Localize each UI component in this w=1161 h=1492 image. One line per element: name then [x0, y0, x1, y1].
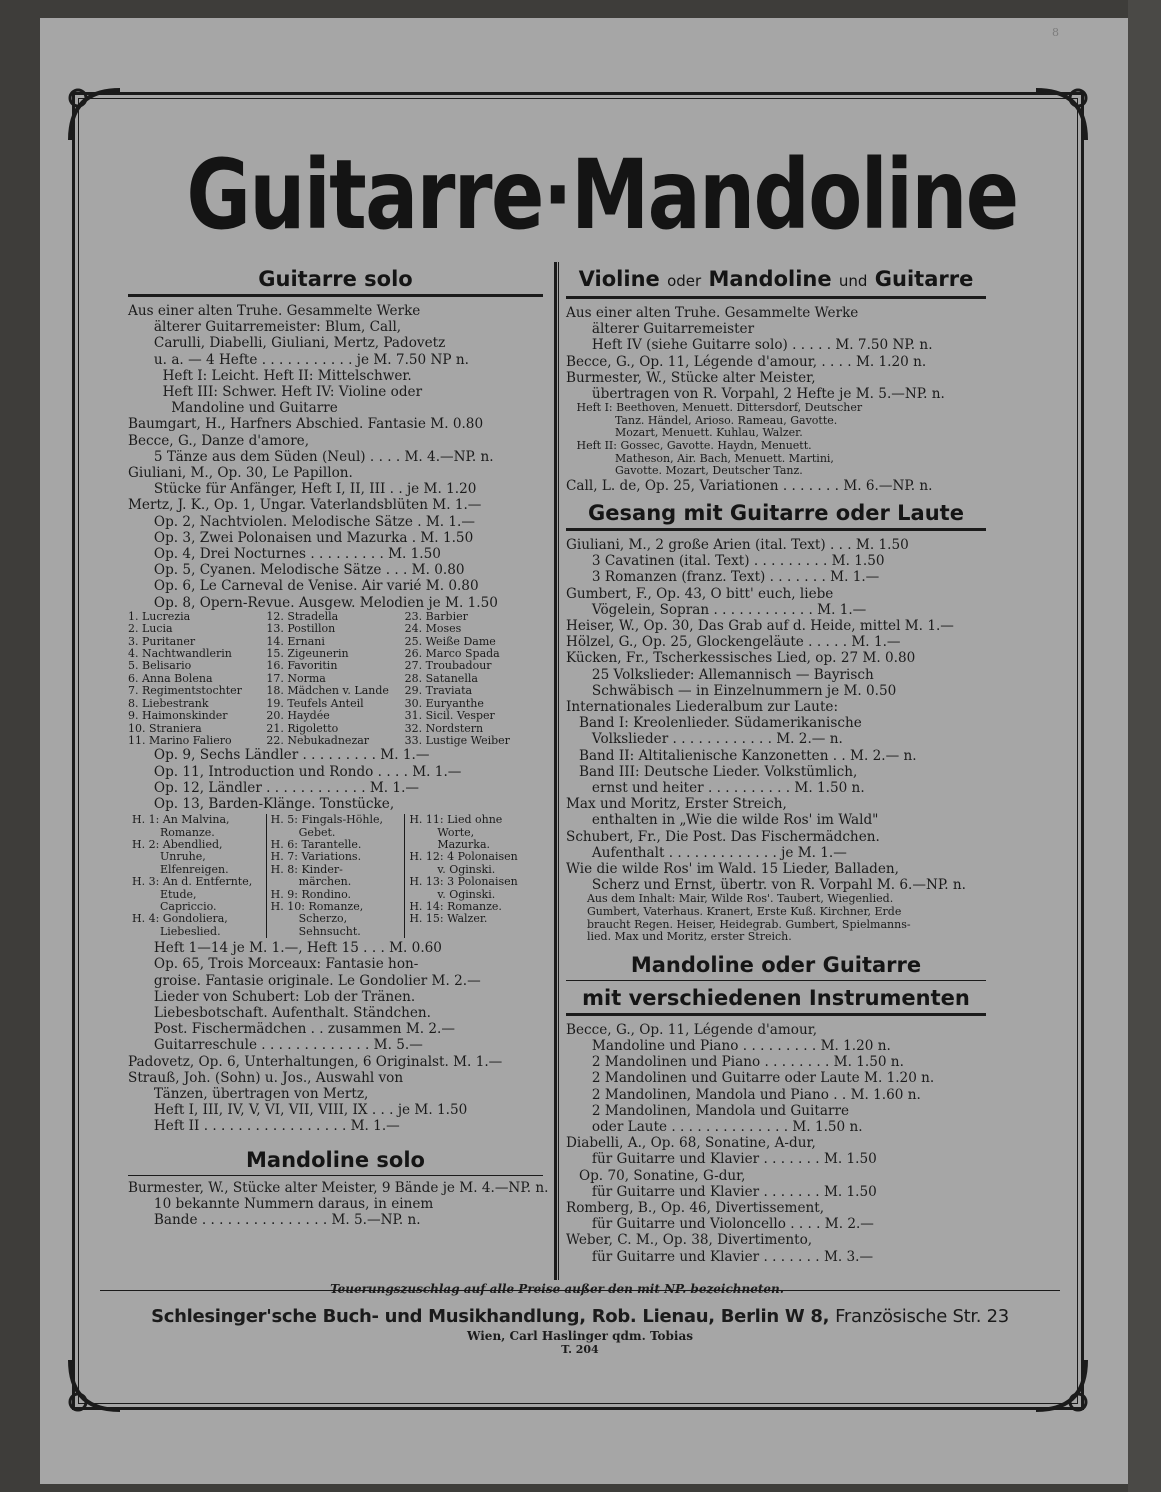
list-item: Internationales Liederalbum zur Laute: [566, 699, 839, 716]
corner-ornament-bottom-right [1026, 1350, 1096, 1420]
corner-ornament-top-right [1026, 80, 1096, 150]
list-item: braucht Regen. Heiser, Heidegrab. Gumbert, Spielmanns- [566, 917, 911, 931]
list-item: Carulli, Diabelli, Giuliani, Mertz, Padovetz [128, 335, 446, 352]
gesang-contents [566, 893, 986, 943]
list-item: älterer Guitarremeister: Blum, Call, [128, 319, 402, 336]
surcharge-note: Teuerungszuschlag auf alle Preise außer den mit NP. bezeichneten. [330, 1282, 784, 1296]
list-item: Padovetz, Op. 6, Unterhaltungen, 6 Originalst. M. 1.— [128, 1053, 503, 1070]
list-item: Giuliani, M., 2 große Arien (ital. Text) . . . M. 1.50 [566, 536, 909, 553]
gesang-list [566, 537, 986, 893]
list-item: für Guitarre und Klavier . . . . . . . M. 1.50 [566, 1183, 877, 1200]
list-item: Aufenthalt . . . . . . . . . . . . . je M. 1.— [566, 844, 847, 861]
heading-word-violine: Violine [578, 267, 660, 291]
footer-rule [100, 1290, 1060, 1291]
heading-word-und: und [838, 272, 868, 290]
list-item: Becce, G., Op. 11, Légende d'amour, [566, 1021, 818, 1038]
list-item: Heft I: Leicht. Heft II: Mittelschwer. [128, 367, 412, 384]
right-column [566, 262, 986, 1265]
list-item: Post. Fischermädchen . . zusammen M. 2.— [128, 1021, 455, 1038]
list-item: Heft 1—14 je M. 1.—, Heft 15 . . . M. 0.60 [128, 940, 442, 957]
list-item: Becce, G., Danze d'amore, [128, 432, 310, 449]
list-item: Op. 13, Barden-Klänge. Tonstücke, [128, 795, 395, 812]
section-heading-guitarre-solo: Guitarre solo [128, 266, 543, 297]
section-heading-violine [566, 266, 986, 299]
corner-ornament-top-left [60, 80, 130, 150]
violine-list [566, 305, 986, 402]
list-item: Burmester, W., Stücke alter Meister, 9 Bände je M. 4.—NP. n. [128, 1179, 549, 1196]
list-item: Liebesbotschaft. Aufenthalt. Ständchen. [128, 1005, 432, 1022]
list-item: Op. 70, Sonatine, G-dur, [566, 1167, 746, 1184]
list-item: ernst und heiter . . . . . . . . . . M. 1.50 n. [566, 780, 865, 797]
list-item: Heiser, W., Op. 30, Das Grab auf d. Heide, mittel M. 1.— [566, 618, 954, 634]
list-item: Burmester, W., Stücke alter Meister, [566, 369, 816, 386]
column-divider [554, 262, 557, 1280]
list-item: Op. 9, Sechs Ländler . . . . . . . . . M. 1.— [128, 747, 430, 764]
violine-contents [566, 402, 986, 478]
book-spine [1128, 0, 1161, 1492]
list-item: für Guitarre und Violoncello . . . . M. 2.— [566, 1216, 874, 1233]
list-item: Heft I: Beethoven, Menuett. Dittersdorf, Deutscher [566, 401, 863, 415]
list-item: Guitarreschule . . . . . . . . . . . . . M. 5.— [128, 1037, 423, 1054]
list-item: 2 Mandolinen und Piano . . . . . . . . M. 1.50 n. [566, 1054, 904, 1071]
list-item: u. a. — 4 Hefte . . . . . . . . . . . je M. 7.50 NP n. [128, 351, 469, 368]
publisher-line [100, 1306, 1060, 1327]
list-item: Stücke für Anfänger, Heft I, II, III . . je M. 1.20 [128, 481, 477, 498]
section-heading-gesang: Gesang mit Guitarre oder Laute [566, 500, 986, 531]
list-item: Heft IV (siehe Guitarre solo) . . . . . M. 7.50 NP. n. [566, 337, 933, 354]
list-item: Op. 4, Drei Nocturnes . . . . . . . . . M. 1.50 [128, 546, 441, 563]
corner-ornament-bottom-left [60, 1350, 130, 1420]
section-subheading-instrumente: mit verschiedenen Instrumenten [566, 985, 986, 1016]
list-item: Op. 2, Nachtviolen. Melodische Sätze . M. 1.— [128, 513, 475, 530]
list-item: Heft II: Gossec, Gavotte. Haydn, Menuett. [566, 439, 812, 452]
list-item: Heft II . . . . . . . . . . . . . . . . . M. 1.— [128, 1118, 400, 1135]
wien-line: Wien, Carl Haslinger qdm. Tobias [466, 1329, 694, 1343]
list-item: Gumbert, F., Op. 43, O bitt' euch, liebe [566, 585, 834, 602]
list-item: oder Laute . . . . . . . . . . . . . . M. 1.50 n. [566, 1119, 863, 1136]
catalog-code: T. 204 [561, 1343, 599, 1356]
list-item: Heft I, III, IV, V, VI, VII, VIII, IX . . . je M. 1.50 [128, 1102, 468, 1119]
list-item: Weber, C. M., Op. 38, Divertimento, [566, 1232, 813, 1249]
list-item: für Guitarre und Klavier . . . . . . . M. 1.50 [566, 1151, 877, 1168]
section-heading-mandoline-guitarre: Mandoline oder Guitarre [630, 952, 922, 977]
list-item: Tänzen, übertragen von Mertz, [128, 1086, 369, 1103]
list-item: Giuliani, M., Op. 30, Le Papillon. [128, 465, 353, 482]
section-rule [128, 1175, 543, 1176]
list-item: Volkslieder . . . . . . . . . . . . M. 2.— n. [566, 731, 843, 748]
list-item: 2 Mandolinen und Guitarre oder Laute M. 1.20 n. [566, 1070, 935, 1087]
list-item: Strauß, Joh. (Sohn) u. Jos., Auswahl von [128, 1069, 404, 1086]
heft-col-1: H. 1: An Malvina, Romanze. H. 2: Abendlied, Unruhe, Elfenreigen. H. 3: An d. Entfernte, Etude, Capriccio. H. 4: Gondoliera, Liebeslied. [128, 814, 267, 938]
list-item: Gavotte. Mozart, Deutscher Tanz. [566, 464, 803, 478]
list-item: Matheson, Air. Bach, Menuett. Martini, [566, 451, 834, 465]
list-item: Bande . . . . . . . . . . . . . . . M. 5.—NP. n. [128, 1212, 421, 1229]
heft-col-3: H. 11: Lied ohne Worte, Mazurka. H. 12: 4 Polonaisen v. Oginski. H. 13: 3 Polonaisen v. Oginski. H. 14: Romanze. H. 15: Walzer. [409, 813, 518, 926]
list-item: für Guitarre und Klavier . . . . . . . M. 3.— [566, 1248, 874, 1265]
list-item: Mozart, Menuett. Kuhlau, Walzer. [566, 426, 803, 440]
list-item: Band III: Deutsche Lieder. Volkstümlich, [566, 763, 858, 780]
list-item: 5 Tänze aus dem Süden (Neul) . . . . M. 4.—NP. n. [128, 448, 494, 465]
list-item: Diabelli, A., Op. 68, Sonatine, A-dur, [566, 1135, 816, 1152]
list-item: Becce, G., Op. 11, Légende d'amour, . . . . M. 1.20 n. [566, 353, 927, 370]
list-item: Scherz und Ernst, übertr. von R. Vorpahl M. 6.—NP. n. [566, 877, 966, 894]
list-item: 2 Mandolinen, Mandola und Piano . . M. 1.60 n. [566, 1086, 921, 1103]
list-item: Aus dem Inhalt: Mair, Wilde Ros'. Taubert, Wiegenlied. [566, 892, 894, 906]
section-heading-mandoline-solo: Mandoline solo [246, 1147, 425, 1172]
opera-col-2: 12. Stradella 13. Postillon 14. Ernani 15. Zigeunerin 16. Favoritin 17. Norma 18. Mädchen v. Lande 19. Teufels Anteil 20. Haydée 21. Rigoletto 22. Nebukadnezar [266, 609, 389, 747]
left-column [128, 262, 549, 1229]
heft-list [128, 814, 543, 938]
heading-word-guitarre: Guitarre [874, 267, 974, 291]
list-item: Op. 11, Introduction und Rondo . . . . M. 1.— [128, 763, 462, 780]
list-item: Aus einer alten Truhe. Gesammelte Werke [128, 303, 421, 319]
list-item: Heft III: Schwer. Heft IV: Violine oder [128, 384, 423, 401]
opera-col-1: 1. Lucrezia 2. Lucia 3. Puritaner 4. Nachtwandlerin 5. Belisario 6. Anna Bolena 7. Regimentstochter 8. Liebestrank 9. Haimonskinder 10. Straniera 11. Marino Faliero [128, 609, 242, 747]
list-item: Band II: Altitalienische Kanzonetten . . M. 2.— n. [566, 747, 917, 764]
list-item: Max und Moritz, Erster Streich, [566, 796, 787, 813]
heading-word-oder: oder [667, 272, 702, 290]
list-item: übertragen von R. Vorpahl, 2 Hefte je M. 5.—NP. n. [566, 386, 945, 403]
publisher-address: Französische Str. 23 [835, 1306, 1009, 1327]
list-item: 3 Romanzen (franz. Text) . . . . . . . M. 1.— [566, 569, 880, 586]
list-item: Baumgart, H., Harfners Abschied. Fantasie M. 0.80 [128, 416, 484, 433]
list-item: Op. 6, Le Carneval de Venise. Air varié M. 0.80 [128, 578, 479, 595]
list-item: Romberg, B., Op. 46, Divertissement, [566, 1200, 825, 1217]
opera-list [128, 611, 543, 747]
list-item: Op. 5, Cyanen. Melodische Sätze . . . M. 0.80 [128, 562, 465, 579]
footer [100, 1306, 1060, 1356]
list-item: Schubert, Fr., Die Post. Das Fischermädchen. [566, 828, 880, 845]
list-item: Aus einer alten Truhe. Gesammelte Werke [566, 305, 859, 321]
heading-word-mandoline: Mandoline [708, 267, 832, 291]
list-item: lied. Max und Moritz, erster Streich. [566, 930, 792, 944]
list-item: Hölzel, G., Op. 25, Glockengeläute . . . . . M. 1.— [566, 634, 901, 651]
list-item: Lieder von Schubert: Lob der Tränen. [128, 988, 416, 1005]
list-item: älterer Guitarremeister [566, 321, 755, 338]
list-item: Op. 12, Ländler . . . . . . . . . . . . M. 1.— [128, 779, 419, 796]
list-item: Op. 65, Trois Morceaux: Fantasie hon- [128, 956, 419, 973]
list-item: Op. 3, Zwei Polonaisen und Mazurka . M. 1.50 [128, 529, 474, 546]
list-item: enthalten in „Wie die wilde Ros' im Wald" [566, 812, 879, 829]
mandoline-solo-list [128, 1179, 549, 1229]
heft-col-2: H. 5: Fingals-Höhle, Gebet. H. 6: Tarantelle. H. 7: Variations. H. 8: Kinder- märchen. H. 9: Rondino. H. 10: Romanze, Scherzo, Sehnsucht. [267, 814, 406, 938]
opera-col-3: 23. Barbier 24. Moses 25. Weiße Dame 26. Marco Spada 27. Troubadour 28. Satanella 29. Traviata 30. Euryanthe 31. Sicil. Vesper 32. Nordstern 33. Lustige Weiber [404, 609, 510, 747]
guitarre-solo-list-3 [128, 940, 543, 1134]
mandoline-guitarre-list [566, 1022, 986, 1265]
list-item: Kücken, Fr., Tscherkessisches Lied, op. 27 M. 0.80 [566, 650, 916, 667]
list-item: 3 Cavatinen (ital. Text) . . . . . . . . . M. 1.50 [566, 553, 885, 570]
guitarre-solo-list-2 [128, 747, 543, 812]
list-item: Schwäbisch — in Einzelnummern je M. 0.50 [566, 682, 897, 699]
list-item: groise. Fantasie originale. Le Gondolier M. 2.— [128, 972, 481, 989]
list-item: Vögelein, Sopran . . . . . . . . . . . . M. 1.— [566, 601, 867, 618]
list-item: Gumbert, Vaterhaus. Kranert, Erste Kuß. Kirchner, Erde [566, 905, 902, 919]
column-divider-thin [558, 262, 559, 1280]
list-item: Op. 8, Opern-Revue. Ausgew. Melodien je M. 1.50 [128, 594, 498, 611]
section-rule [566, 980, 986, 981]
publisher-name: Schlesinger'sche Buch- und Musikhandlung, Rob. Lienau, Berlin W 8, [151, 1306, 830, 1327]
page-title: Guitarre·Mandoline [186, 139, 1018, 251]
list-item: Wie die wilde Ros' im Wald. 15 Lieder, Balladen, [566, 861, 900, 878]
list-item: Tanz. Händel, Arioso. Rameau, Gavotte. [566, 413, 838, 427]
list-item: Mertz, J. K., Op. 1, Ungar. Vaterlandsblüten M. 1.— [128, 497, 482, 514]
list-item: 10 bekannte Nummern daraus, in einem [128, 1195, 434, 1212]
page-number: 8 [1052, 26, 1059, 39]
list-item: Band I: Kreolenlieder. Südamerikanische [566, 715, 862, 732]
list-item: 25 Volkslieder: Allemannisch — Bayrisch [566, 666, 874, 683]
list-item: Mandoline und Guitarre [128, 400, 338, 417]
guitarre-solo-list [128, 303, 543, 611]
list-item: 2 Mandolinen, Mandola und Guitarre [566, 1102, 849, 1119]
violine-last-entry: Call, L. de, Op. 25, Variationen . . . . . . . M. 6.—NP. n. [566, 477, 933, 494]
list-item: Mandoline und Piano . . . . . . . . . M. 1.20 n. [566, 1038, 891, 1055]
